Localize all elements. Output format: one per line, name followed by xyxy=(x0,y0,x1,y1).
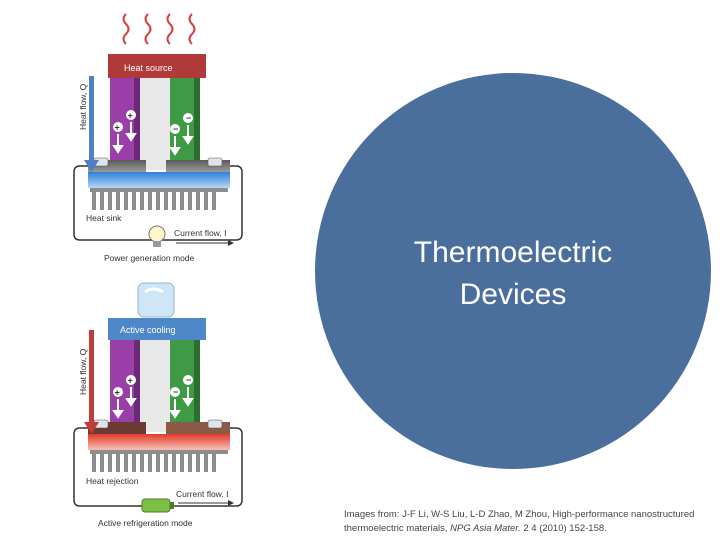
current-arrow-icon xyxy=(228,240,234,246)
svg-text:−: − xyxy=(186,113,192,123)
heat-rejection-label: Heat rejection xyxy=(86,476,139,486)
light-bulb-icon xyxy=(149,226,165,247)
refrigeration-caption: Active refrigeration mode xyxy=(98,518,193,528)
svg-text:+: + xyxy=(114,122,120,133)
power-generation-diagram xyxy=(74,14,242,263)
svg-text:+: + xyxy=(127,110,133,121)
battery-icon xyxy=(142,499,174,512)
heat-rejection-fins xyxy=(90,450,228,472)
svg-text:−: − xyxy=(186,375,192,385)
citation-journal: NPG Asia Mater. xyxy=(450,523,521,534)
active-cooling-label: Active cooling xyxy=(120,325,176,335)
cold-glow xyxy=(88,172,230,188)
heat-waves xyxy=(124,14,195,44)
heat-flow-label: Heat flow, Q xyxy=(78,83,88,130)
heat-flow-arrow xyxy=(89,76,94,160)
heat-sink-fins xyxy=(90,188,228,210)
ice-cube-icon xyxy=(138,283,174,317)
current-flow-label-cooling: Current flow, I xyxy=(176,489,229,499)
heat-flow-label-cooling: Heat flow, Q xyxy=(78,348,88,395)
slide-title: Thermoelectric Devices xyxy=(413,236,613,311)
heat-sink-label: Heat sink xyxy=(86,213,122,223)
hot-glow xyxy=(88,434,230,450)
svg-text:+: + xyxy=(114,387,120,398)
refrigeration-diagram xyxy=(74,283,242,528)
power-caption: Power generation mode xyxy=(104,253,195,263)
image-citation xyxy=(344,508,716,536)
svg-text:−: − xyxy=(173,124,179,134)
current-flow-label: Current flow, I xyxy=(174,228,227,238)
svg-text:+: + xyxy=(127,375,133,386)
citation-details: 2 4 (2010) 152-158. xyxy=(520,523,607,534)
current-arrow-icon-cooling xyxy=(228,500,234,506)
heat-flow-arrow-cooling xyxy=(89,330,94,422)
citation-text: Images from: J-F Li, W-S Liu, L-D Zhao, M Zhou, High-performance nanostructured thermoelectric materials, xyxy=(344,509,695,534)
heat-source-label: Heat source xyxy=(124,63,173,73)
svg-text:−: − xyxy=(173,387,179,397)
